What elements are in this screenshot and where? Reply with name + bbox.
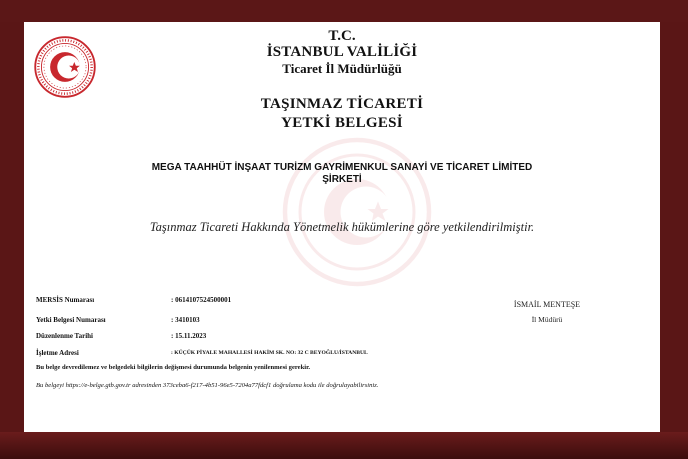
detail-value: : 0614107524500001 — [171, 296, 232, 304]
detail-label: MERSİS Numarası — [36, 296, 95, 304]
document-title-line1: TAŞINMAZ TİCARETİ — [260, 96, 424, 112]
signer-role: İl Müdürü — [531, 315, 563, 324]
detail-label: Düzenlenme Tarihi — [36, 332, 93, 340]
authorization-statement: Taşınmaz Ticareti Hakkında Yönetmelik hükümlerine göre yetkilendirilmiştir. — [149, 220, 535, 234]
watermark-seal-icon — [282, 137, 432, 287]
detail-value: : KÜÇÜK PİYALE MAHALLESİ HAKİM SK. NO: 32 C BEYOĞLU/İSTANBUL — [171, 350, 368, 356]
detail-label: İşletme Adresi — [36, 349, 79, 357]
detail-label: Yetki Belgesi Numarası — [36, 316, 106, 324]
certificate-sheet — [24, 22, 660, 432]
company-name-line2: ŞİRKETİ — [322, 174, 362, 185]
header-governorship: İSTANBUL VALİLİĞİ — [266, 44, 418, 60]
company-name — [104, 162, 580, 186]
header-directorate: Ticaret İl Müdürlüğü — [282, 61, 402, 76]
document-title-line2: YETKİ BELGESİ — [281, 115, 403, 131]
company-name-line1: MEGA TAAHHÜT İNŞAAT TURİZM GAYRİMENKUL SANAYİ VE TİCARET LİMİTED — [151, 162, 533, 173]
frame-top — [0, 0, 688, 22]
detail-value: : 3410103 — [171, 316, 200, 324]
frame-bottom — [0, 432, 688, 459]
verification-note: Bu belgeyi https://e-belge.gtb.gov.tr adresinden 373ceba6-f217-4b51-96e5-7204a77fdcf1 doğrulama kodu ile doğrulayabilirsiniz. — [36, 382, 379, 389]
header-tc: T.C. — [328, 28, 356, 44]
signer-name: İSMAİL MENTEŞE — [513, 300, 581, 309]
validity-note: Bu belge devredilemez ve belgedeki bilgilerin değişmesi durumunda belgenin yenilenmesi gerekir. — [36, 364, 311, 371]
detail-value: : 15.11.2023 — [171, 332, 207, 340]
